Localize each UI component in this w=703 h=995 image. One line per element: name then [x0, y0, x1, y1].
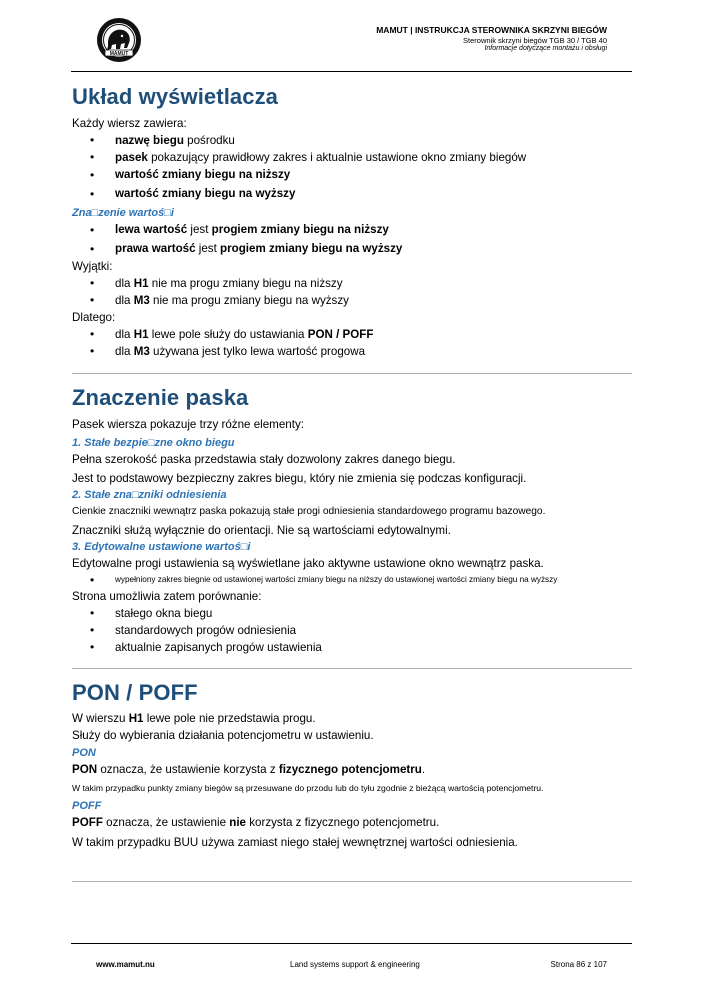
section-divider [72, 668, 632, 669]
list-item: • dla M3 używana jest tylko lewa wartość progowa [72, 343, 632, 360]
paragraph: Cienkie znaczniki wewnątrz paska pokazują stałe progi odniesienia standardowego programu bazowego. [72, 506, 546, 517]
exceptions-list [72, 275, 632, 309]
list-item: • stałego okna biegu [72, 605, 632, 622]
paragraph: Edytowalne progi ustawienia są wyświetlane jako aktywne ustawione okno wewnątrz paska. [72, 557, 544, 570]
list-item: • nazwę biegu pośrodku [72, 132, 632, 149]
footer-page-number: Strona 86 z 107 [550, 960, 607, 969]
subheading-fixed-window: 1. Stałe bezpie□zne okno biegu [72, 437, 235, 449]
paragraph: W takim przypadku BUU używa zamiast niego stałej wewnętrznej wartości odniesienia. [72, 836, 518, 849]
paragraph: Jest to podstawowy bezpieczny zakres biegu, który nie zmienia się podczas konfiguracji. [72, 472, 527, 485]
list-item: • dla H1 nie ma progu zmiany biegu na niższy [72, 275, 632, 292]
header-title: MAMUT | INSTRUKCJA STEROWNIKA SKRZYNI BIEGÓW [376, 25, 607, 35]
page-content [72, 83, 632, 882]
therefore-label: Dlatego: [72, 311, 116, 324]
paragraph: Pełna szerokość paska przedstawia stały dozwolony zakres danego biegu. [72, 453, 456, 466]
compare-list [72, 605, 632, 656]
page-header [376, 25, 607, 54]
footer-divider [71, 943, 632, 944]
paragraph: W takim przypadku punkty zmiany biegów są przesuwane do przodu lub do tyłu zgodnie z bieżącą wartością potencjometru. [72, 783, 544, 793]
list-item: • prawa wartość jest progiem zmiany biegu na wyższy [72, 240, 632, 259]
subheading-editable-values: 3. Edytowalne ustawione wartoś□i [72, 541, 251, 553]
list-item: • standardowych progów odniesienia [72, 622, 632, 639]
footer-company-line: Land systems support & engineering [290, 960, 420, 969]
header-note: Informacje dotyczące montażu i obsługi [484, 45, 607, 52]
list-item: • aktualnie zapisanych progów ustawienia [72, 639, 632, 656]
paragraph: Służy do wybierania działania potencjometru w ustawieniu. [72, 729, 374, 742]
section-title-pon-poff: PON / POFF [72, 680, 198, 705]
therefore-list [72, 326, 632, 360]
value-meaning-list [72, 221, 632, 258]
section-title-display-layout: Układ wyświetlacza [72, 84, 279, 109]
header-subtitle: Sterownik skrzyni biegów TGB 30 / TGB 40 [463, 35, 607, 45]
list-item: • wypełniony zakres biegnie od ustawionej wartości zmiany biegu na niższy do ustawionej wartości zmiany biegu na wyższy [72, 572, 632, 588]
list-item: • wartość zmiany biegu na wyższy [72, 185, 632, 204]
section-divider [72, 373, 632, 374]
section-title-bar-meaning: Znaczenie paska [72, 385, 249, 410]
paragraph: POFF oznacza, że ustawienie nie korzysta z fizycznego potencjometru. [72, 816, 440, 829]
editable-values-list [72, 572, 632, 588]
paragraph: Znaczniki służą wyłącznie do orientacji. Nie są wartościami edytowalnymi. [72, 524, 451, 537]
section-divider [72, 881, 632, 882]
row-contents-list [72, 132, 632, 203]
logo-text: MAMUT [109, 51, 129, 57]
footer-website: www.mamut.nu [96, 960, 155, 969]
paragraph: W wierszu H1 lewe pole nie przedstawia progu. [72, 712, 316, 725]
list-item: • dla H1 lewe pole służy do ustawiania PON / POFF [72, 326, 632, 343]
subheading-pon: PON [72, 747, 96, 759]
subheading-poff: POFF [72, 800, 102, 812]
mamut-logo [96, 17, 142, 63]
exceptions-label: Wyjątki: [72, 260, 113, 273]
intro-text: Każdy wiersz zawiera: [72, 117, 187, 130]
list-item: • wartość zmiany biegu na niższy [72, 166, 632, 185]
header-divider [71, 71, 632, 72]
list-item: • lewa wartość jest progiem zmiany biegu na niższy [72, 221, 632, 240]
bar-intro: Pasek wiersza pokazuje trzy różne elementy: [72, 418, 304, 431]
list-item: • dla M3 nie ma progu zmiany biegu na wyższy [72, 292, 632, 309]
list-item: • pasek pokazujący prawidłowy zakres i aktualnie ustawione okno zmiany biegów [72, 149, 632, 166]
subheading-value-meaning: Zna□zenie wartoś□i [72, 207, 174, 219]
subheading-reference-markers: 2. Stałe zna□zniki odniesienia [72, 489, 227, 501]
paragraph: PON oznacza, że ustawienie korzysta z fizycznego potencjometru. [72, 763, 426, 776]
compare-label: Strona umożliwia zatem porównanie: [72, 590, 262, 603]
